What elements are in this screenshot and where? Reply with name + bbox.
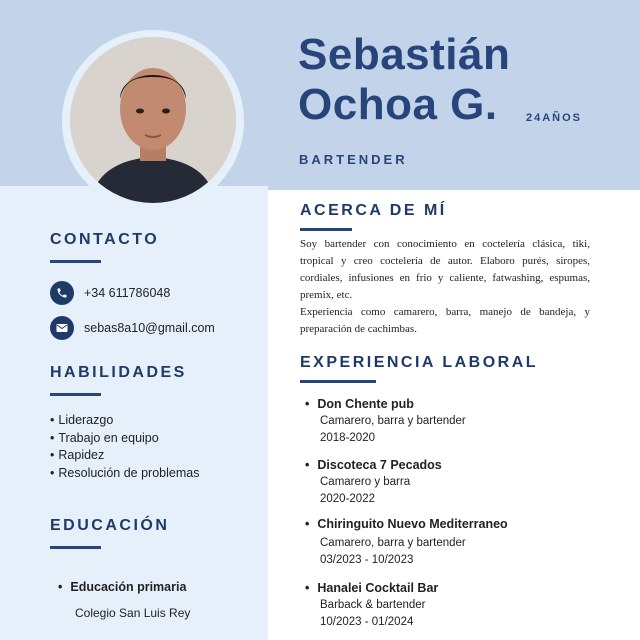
person-name: [298, 30, 510, 130]
about-heading: ACERCA DE MÍ: [300, 202, 447, 219]
about-paragraph: Soy bartender con conocimiento en coctelería clásica, tiki, tropical y creo coctelería de autor. Elaboro purés, siropes, cordiales, infusiones en frio y caliente, fatwashing, espumas, premix, etc.: [300, 238, 590, 301]
phone-number: +34 611786048: [84, 286, 171, 300]
skill-item: • Trabajo en equipo: [50, 430, 199, 448]
skill-item: • Rapidez: [50, 447, 199, 465]
envelope-icon: [50, 316, 74, 340]
about-text: [300, 236, 590, 338]
experience-period: 2018-2020: [320, 432, 375, 444]
experience-company: • Discoteca 7 Pecados: [305, 458, 442, 472]
experience-role: Barback & bartender: [320, 599, 426, 611]
experience-company: • Hanalei Cocktail Bar: [305, 581, 438, 595]
contact-heading: CONTACTO: [50, 231, 160, 248]
experience-period: 03/2023 - 10/2023: [320, 554, 414, 566]
about-divider: [300, 228, 352, 231]
experience-role: Camarero, barra y bartender: [320, 415, 466, 427]
experience-company: • Don Chente pub: [305, 397, 466, 411]
experience-divider: [300, 380, 376, 383]
age-label: 24AÑOS: [526, 112, 583, 124]
skills-heading: HABILIDADES: [50, 364, 187, 381]
experience-period: 10/2023 - 01/2024: [320, 616, 414, 628]
skills-divider: [50, 393, 101, 396]
phone-icon: [50, 281, 74, 305]
first-name: Sebastián: [298, 30, 511, 79]
experience-item: [305, 397, 466, 447]
experience-heading: EXPERIENCIA LABORAL: [300, 354, 539, 371]
experience-item: [305, 458, 442, 508]
experience-period: 2020-2022: [320, 493, 375, 505]
education-degree: • Educación primaria: [58, 580, 186, 594]
contact-divider: [50, 260, 101, 263]
last-name: Ochoa G.: [298, 80, 498, 129]
email-address: sebas8a10@gmail.com: [84, 321, 215, 335]
experience-item: [305, 517, 508, 569]
experience-role: Camarero y barra: [320, 476, 411, 488]
education-divider: [50, 546, 101, 549]
about-paragraph: Experiencia como camarero, barra, manejo de bandeja, y preparación de cachimbas.: [300, 306, 590, 335]
experience-company: • Chiringuito Nuevo Mediterraneo: [305, 517, 508, 531]
education-heading: EDUCACIÓN: [50, 517, 170, 534]
education-school: Colegio San Luis Rey: [75, 606, 191, 620]
skill-item: • Liderazgo: [50, 412, 199, 430]
person-portrait-icon: [70, 37, 236, 203]
job-title: BARTENDER: [299, 152, 408, 167]
profile-photo: [70, 37, 236, 203]
skill-item: • Resolución de problemas: [50, 465, 199, 483]
skills-list: [50, 412, 199, 482]
email-row: [50, 316, 215, 340]
experience-role: Camarero, barra y bartender: [320, 537, 466, 549]
phone-row: [50, 281, 170, 305]
experience-item: [305, 581, 438, 631]
